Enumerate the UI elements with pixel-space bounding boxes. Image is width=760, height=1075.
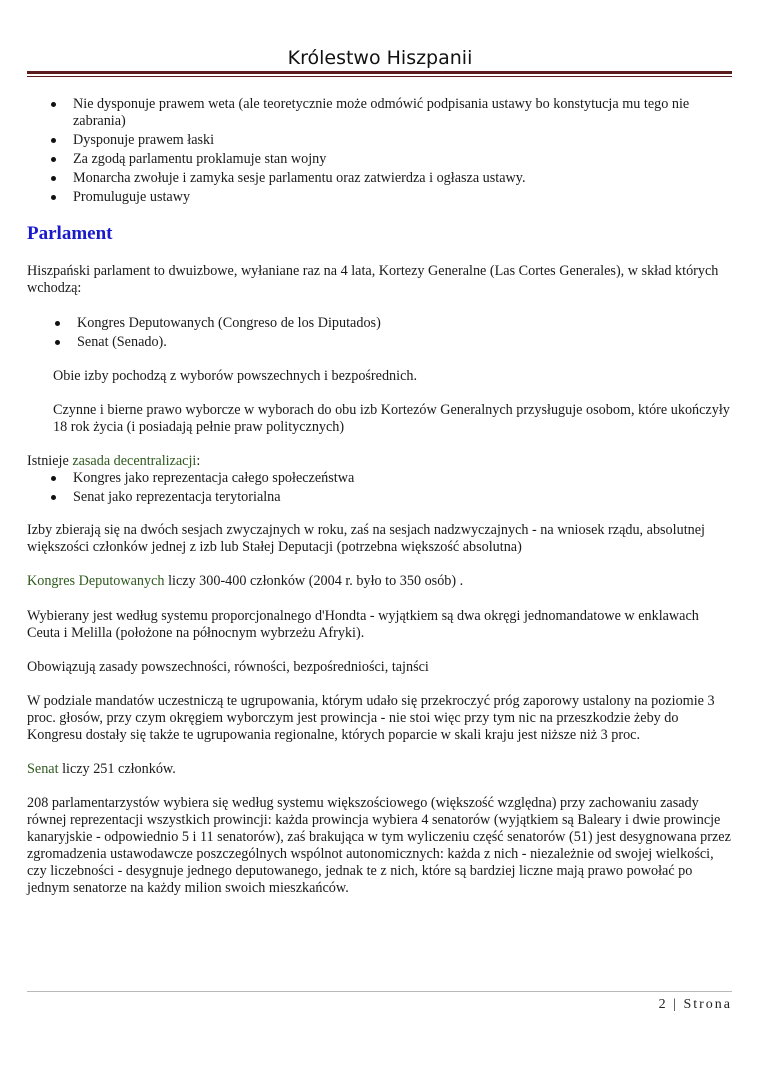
congress-name: Kongres Deputowanych <box>27 573 165 589</box>
senate-size-paragraph <box>27 761 733 778</box>
decentralization-suffix: : <box>196 453 201 469</box>
senate-name: Senat <box>27 761 59 777</box>
list-item: Kongres jako reprezentacja całego społeczeństwa <box>27 470 733 487</box>
decentralization-prefix: Istnieje <box>27 453 73 469</box>
chambers-list <box>27 315 733 351</box>
footer-rule <box>27 991 732 992</box>
senate-size: liczy 251 członków. <box>58 761 176 777</box>
decentralization-list <box>27 470 733 506</box>
sessions-paragraph: Izby zbierają się na dwóch sesjach zwyczajnych w roku, zaś na sesjach nadzwyczajnych - na wniosek rządu, absolutnej większości członków jednej z izb lub Stałej Deputacji (potrzebna większość absolutna) <box>27 522 705 555</box>
header-rule-thick <box>27 71 732 74</box>
list-item: Nie dysponuje prawem weta (ale teoretycznie może odmówić podpisania ustawy bo konstytucja mu tego nie zabrania) <box>27 96 733 130</box>
list-item: Monarcha zwołuje i zamyka sesje parlamentu oraz zatwierdza i ogłasza ustawy. <box>27 170 733 187</box>
list-item: Promuluguje ustawy <box>27 189 733 206</box>
page-body <box>27 96 733 897</box>
monarch-powers-list <box>27 96 733 206</box>
congress-threshold-paragraph: W podziale mandatów uczestniczą te ugrupowania, którym udało się przekroczyć próg zaporowy ustalony na poziomie 3 proc. głosów, przy czym okręgiem wyborczym jest prowincja - nie stoi więc przy tym nic na przeszkodzie żeby do Kongresu dostały się także te ugrupowania regionalne, których poparcie w skali kraju jest niższe niż 3 proc. <box>27 693 715 743</box>
congress-size-paragraph <box>27 573 733 590</box>
voting-rights: Czynne i bierne prawo wyborcze w wyborach do obu izb Kortezów Generalnych przysługuje osobom, które ukończyły 18 rok życia (i posiadają pełnie praw politycznych) <box>53 402 730 435</box>
page-number: 2 | Strona <box>658 997 732 1012</box>
header-rule-thin <box>27 76 732 77</box>
congress-system-paragraph: Wybierany jest według systemu proporcjonalnego d'Hondta - wyjątkiem są dwa okręgi jednomandatowe w enklawach Ceuta i Melilla (położone na północnym wybrzeżu Afryki). <box>27 608 699 641</box>
decentralization-term: zasada decentralizacji <box>72 453 197 469</box>
parliament-intro: Hiszpański parlament to dwuizbowe, wyłaniane raz na 4 lata, Kortezy Generalne (Las Cortes Generales), w skład których wchodzą: <box>27 263 719 296</box>
list-item: Za zgodą parlamentu proklamuje stan wojny <box>27 151 733 168</box>
elections-note: Obie izby pochodzą z wyborów powszechnych i bezpośrednich. <box>53 368 418 384</box>
document-header-title: Królestwo Hiszpanii <box>287 47 473 69</box>
list-item: Senat jako reprezentacja terytorialna <box>27 489 733 506</box>
section-heading-parlament: Parlament <box>27 223 113 244</box>
list-item: Dysponuje prawem łaski <box>27 132 733 149</box>
senate-description-paragraph: 208 parlamentarzystów wybiera się według systemu większościowego (większość względna) przy zachowaniu zasady równej reprezentacji wszystkich prowincji: każda prowincja wybiera 4 senatorów (wyjątkiem są Baleary i dwie prowincje kanaryjskie - odpowiednio 5 i 11 senatorów), zaś brakująca w tym wyliczeniu część senatorów (51) jest desygnowana przez zgromadzenia ustawodawcze poszczególnych wspólnot autonomicznych: każda z nich - niezależnie od swojej wielkości, czy liczebności - desygnuje jednego deputowanego, jednak te z nich, które są bardziej liczne mają prawo powołać po jednym senatorze na każdy milion swoich mieszkańców. <box>27 795 731 896</box>
congress-size: liczy 300-400 członków (2004 r. było to 350 osób) . <box>164 573 464 589</box>
congress-principles-paragraph: Obowiązują zasady powszechności, równości, bezpośredniości, tajnści <box>27 659 429 675</box>
list-item: Senat (Senado). <box>27 334 733 351</box>
list-item: Kongres Deputowanych (Congreso de los Diputados) <box>27 315 733 332</box>
decentralization-intro <box>27 453 733 470</box>
